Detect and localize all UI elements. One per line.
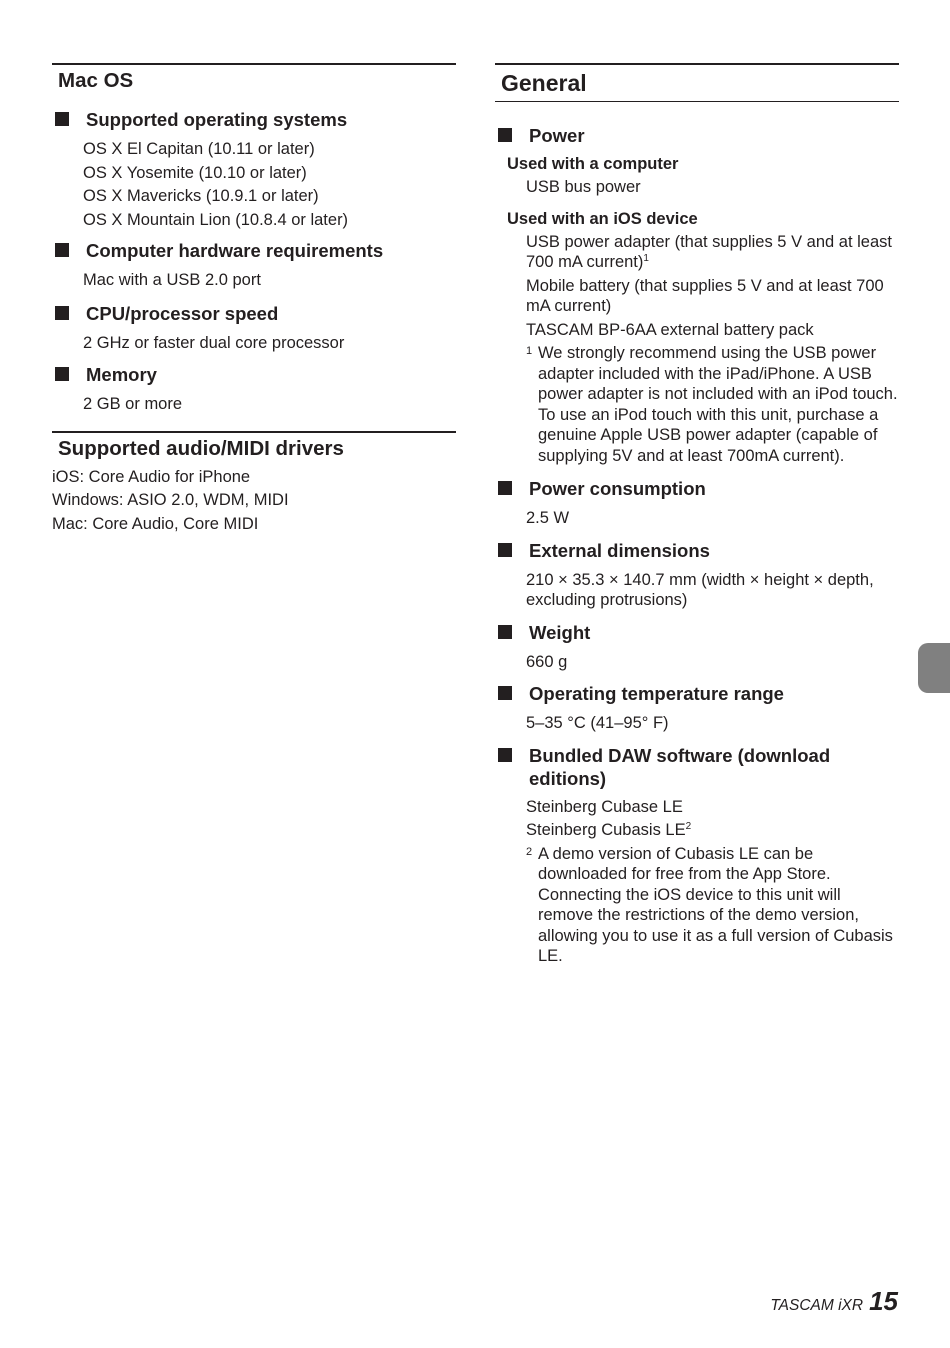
square-bullet-icon bbox=[55, 367, 69, 381]
section-title-general: General bbox=[495, 63, 899, 102]
heading-cpu: CPU/processor speed bbox=[52, 302, 456, 325]
daw-item: Steinberg Cubasis $LE^2$ bbox=[526, 821, 692, 839]
memory-text: 2 GB or more bbox=[83, 395, 183, 413]
footnote-2 bbox=[526, 844, 899, 967]
square-bullet-icon bbox=[498, 625, 512, 639]
section-title-drivers: Supported audio/MIDI drivers bbox=[52, 431, 456, 464]
footnote-mark: 2 bbox=[526, 845, 533, 858]
footnote-mark: 1 bbox=[526, 345, 533, 357]
page-number: 15 bbox=[869, 1286, 898, 1316]
left-column bbox=[52, 63, 456, 536]
footnote-1 bbox=[526, 343, 899, 466]
heading-hardware: Computer hardware requirements bbox=[52, 239, 456, 262]
label-used-with-ios: Used with an iOS device bbox=[507, 209, 698, 228]
footnote-text: A demo version of Cubasis LE can be downloaded for free from the App Store. Connecting the iOS device to this unit will remove the restrictions of the demo version, allowing you to use it as a full version of Cubasis LE. bbox=[538, 844, 893, 965]
page-footer bbox=[770, 1286, 898, 1317]
os-item: OS X Mountain Lion (10.8.4 or later) bbox=[83, 210, 349, 229]
square-bullet-icon bbox=[498, 543, 512, 557]
heading-power: Power bbox=[495, 124, 899, 147]
footnote-ref-1: 1 bbox=[643, 253, 649, 264]
weight-text: 660 g bbox=[526, 652, 568, 671]
power-ios-adapter: USB power adapter (that supplies 5 V and at least 700 mA current)$^1$ bbox=[526, 232, 892, 271]
driver-item: Mac: Core Audio, Core MIDI bbox=[52, 514, 259, 533]
consumption-text: 2.5 W bbox=[526, 509, 570, 527]
power-ios-mobile: Mobile battery (that supplies 5 V and at least 700 mA current) bbox=[526, 276, 884, 315]
drivers-list bbox=[52, 466, 456, 537]
label-used-with-computer: Used with a computer bbox=[507, 155, 679, 173]
heading-dimensions: External dimensions bbox=[495, 539, 899, 562]
power-ios-pack: TASCAM BP-6AA external battery pack bbox=[526, 320, 814, 339]
heading-power-consumption: Power consumption bbox=[495, 477, 899, 500]
square-bullet-icon bbox=[55, 112, 69, 126]
heading-temperature: Operating temperature range bbox=[495, 682, 899, 705]
square-bullet-icon bbox=[498, 481, 512, 495]
right-column bbox=[495, 63, 899, 967]
daw-item: Steinberg Cubase LE bbox=[526, 797, 683, 816]
square-bullet-icon bbox=[498, 686, 512, 700]
os-list bbox=[83, 138, 456, 232]
section-title-macos: Mac OS bbox=[52, 63, 456, 96]
chapter-tab bbox=[918, 643, 950, 693]
cpu-text: 2 GHz or faster dual core processor bbox=[83, 333, 345, 352]
heading-memory: Memory bbox=[52, 363, 456, 386]
heading-weight: Weight bbox=[495, 621, 899, 644]
square-bullet-icon bbox=[498, 748, 512, 762]
heading-supported-os: Supported operating systems bbox=[52, 108, 456, 131]
driver-item: Windows: ASIO 2.0, WDM, MIDI bbox=[52, 491, 289, 509]
footnote-ref-2: 2 bbox=[685, 821, 692, 832]
footer-brand: TASCAM iXR bbox=[770, 1297, 864, 1314]
square-bullet-icon bbox=[498, 128, 512, 142]
hardware-text: Mac with a USB 2.0 port bbox=[83, 271, 261, 289]
os-item: OS X Mavericks (10.9.1 or later) bbox=[83, 187, 319, 205]
heading-daw: Bundled DAW software (download editions) bbox=[495, 744, 899, 790]
square-bullet-icon bbox=[55, 243, 69, 257]
temperature-text: 5–35 °C (41–95° F) bbox=[526, 714, 669, 732]
footnote-text: We strongly recommend using the USB power adapter included with the iPad/iPhone. A USB power adapter is not included with an iPod touch. To use an iPod touch with this unit, purchase a genuine Apple USB power adapter (capable of supplying 5V and at least 700mA current). bbox=[538, 344, 898, 465]
square-bullet-icon bbox=[55, 306, 69, 320]
dimensions-text: 210 × 35.3 × 140.7 mm (width × height × depth, excluding protrusions) bbox=[526, 570, 874, 609]
os-item: OS X Yosemite (10.10 or later) bbox=[83, 163, 307, 182]
driver-item: iOS: Core Audio for iPhone bbox=[52, 467, 251, 486]
os-item: OS X El Capitan (10.11 or later) bbox=[83, 140, 315, 158]
power-computer-text: USB bus power bbox=[526, 178, 641, 196]
